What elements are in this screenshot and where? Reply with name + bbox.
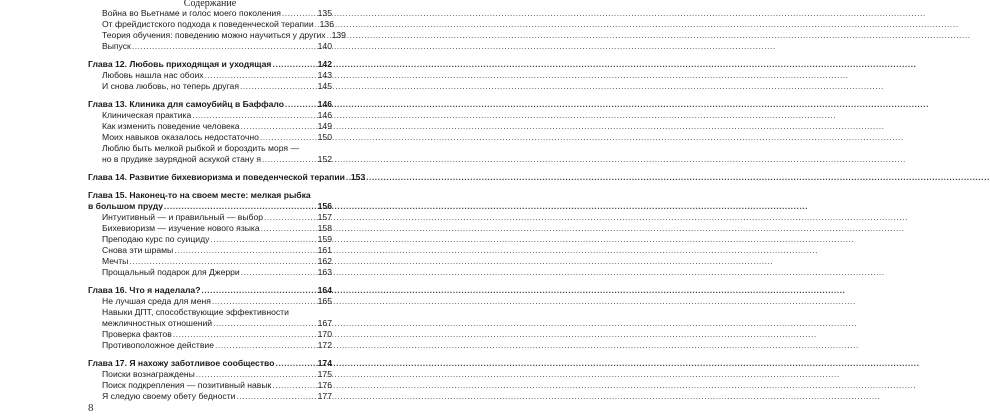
entry-title: Люблю быть мелкой рыбкой и бороздить моря — [102,143,300,153]
toc-section-entry [88,81,332,92]
dot-leader [241,267,317,278]
toc-section-entry [88,223,332,234]
toc-section-entry [88,132,332,143]
dot-leader [173,329,317,340]
table-of-contents [88,8,366,402]
dot-leader [205,70,317,81]
toc-section-entry [88,318,332,329]
entry-page-number: 135 [317,8,332,18]
dot-leader [264,212,317,223]
entry-title: Выпуск [102,41,131,51]
entry-page-number: 174 [317,358,332,368]
entry-page-number: 146 [317,99,332,109]
toc-section-entry [88,369,332,380]
entry-title: Глава 12. Любовь приходящая и уходящая [88,59,272,69]
entry-title: Глава 15. Наконец-то на своем месте: мелкая рыбка [88,190,311,200]
toc-section-entry [88,256,332,267]
entry-title: Проверка фактов [102,329,172,339]
toc-section-entry [88,296,332,307]
dot-leader [215,340,317,351]
entry-title: Поиски вознаграждены [102,369,195,379]
entry-title: Клиническая практика [102,110,192,120]
entry-title: Глава 13. Клиника для самоубийц в Баффало [88,99,285,109]
toc-chapter-entry [88,172,366,183]
dot-leader [241,121,317,132]
entry-page-number: 167 [317,318,332,328]
entry-page-number: 143 [317,70,332,80]
toc-section-entry [88,234,332,245]
entry-title: Бихевиоризм — изучение нового языка [102,223,260,233]
entry-page-number: 142 [317,59,332,69]
dot-leader [196,369,317,380]
entry-title: От фрейдистского подхода к поведенческой терапии [102,19,314,29]
page-number: 8 [88,402,94,414]
entry-page-number: 156 [317,201,332,211]
entry-page-number: 157 [317,212,332,222]
toc-section-entry [88,8,332,19]
entry-title: Любовь нашла нас обоих [102,70,204,80]
dot-leader [285,99,317,110]
entry-title: Теория обучения: поведению можно научиться у других [102,30,326,40]
toc-chapter-entry [88,59,332,70]
entry-title: Навыки ДПТ, способствующие эффективности [102,307,289,317]
entry-title: Снова эти шрамы [102,245,174,255]
toc-section-entry [88,380,332,391]
dot-leader [261,223,317,234]
toc-chapter-entry [88,201,332,212]
entry-title: Как изменить поведение человека [102,121,240,131]
toc-section-entry [88,121,332,132]
entry-page-number: 159 [317,234,332,244]
entry-title: межличностных отношений [102,318,213,328]
dot-leader [315,19,319,30]
toc-section-entry [88,143,332,154]
entry-page-number: 136 [319,19,334,29]
dot-leader [164,201,317,212]
entry-title: Прощальный подарок для Джерри [102,267,240,277]
entry-title: Моих навыков оказалось недостаточно [102,132,259,142]
toc-section-entry [88,245,332,256]
entry-title: Противоположное действие [102,340,214,350]
entry-title: Преподаю курс по суициду [102,234,210,244]
entry-title: Не лучшая среда для меня [102,296,211,306]
dot-leader [346,172,350,183]
entry-title: Глава 16. Что я наделала? [88,285,201,295]
dot-leader [132,41,317,52]
entry-page-number: 172 [317,340,332,350]
toc-chapter-entry [88,190,332,201]
entry-page-number: 150 [317,132,332,142]
entry-page-number: 158 [317,223,332,233]
entry-page-number: 153 [350,172,366,182]
entry-page-number: 162 [317,256,332,266]
entry-title: Я следую своему обету бедности [102,391,236,401]
toc-section-entry [88,41,332,52]
dot-leader [282,8,317,19]
entry-title: Интуитивный — и правильный — выбор [102,212,264,222]
entry-title: Война во Вьетнаме и голос моего поколения [102,8,281,18]
entry-page-number: 139 [331,30,346,40]
dot-leader [201,285,316,296]
entry-page-number: 146 [317,110,332,120]
dot-leader [275,358,316,369]
dot-leader [262,154,317,165]
toc-chapter-entry [88,285,332,296]
toc-chapter-entry [88,99,332,110]
toc-chapter-entry [88,358,332,369]
dot-leader [272,380,316,391]
entry-page-number: 161 [317,245,332,255]
dot-leader [272,59,316,70]
toc-section-entry [88,340,332,351]
dot-leader [236,391,316,402]
toc-section-entry [88,154,332,165]
entry-title: Глава 14. Развитие бихевиоризма и поведенческой терапии [88,172,345,182]
dot-leader [240,81,317,92]
entry-page-number: 177 [317,391,332,401]
entry-page-number: 175 [317,369,332,379]
toc-section-entry [88,19,332,30]
toc-section-entry [88,267,332,278]
entry-title: Мечты [102,256,129,266]
dot-leader [129,256,316,267]
entry-title: И снова любовь, но теперь другая [102,81,239,91]
toc-section-entry [88,70,332,81]
toc-section-entry [88,212,332,223]
entry-page-number: 164 [317,285,332,295]
running-header: Содержание [183,0,237,9]
entry-page-number: 170 [317,329,332,339]
entry-page-number: 152 [317,154,332,164]
dot-leader [210,234,316,245]
toc-section-entry [88,329,332,340]
dot-leader [174,245,316,256]
entry-title: в большом пруду [88,201,164,211]
entry-title: Поиск подкрепления — позитивный навык [102,380,272,390]
entry-page-number: 176 [317,380,332,390]
entry-page-number: 140 [317,41,332,51]
entry-title: но в прудике заурядной аскукой стану я [102,154,261,164]
dot-leader [212,296,317,307]
dot-leader [260,132,317,143]
entry-page-number: 145 [317,81,332,91]
dot-leader [192,110,316,121]
entry-title: Глава 17. Я нахожу заботливое сообщество [88,358,275,368]
dot-leader [213,318,317,329]
toc-section-entry [88,30,346,41]
dot-leader [327,30,331,41]
toc-section-entry [88,307,332,318]
entry-page-number: 149 [317,121,332,131]
toc-section-entry [88,110,332,121]
entry-page-number: 163 [317,267,332,277]
entry-page-number: 165 [317,296,332,306]
toc-section-entry [88,391,332,402]
